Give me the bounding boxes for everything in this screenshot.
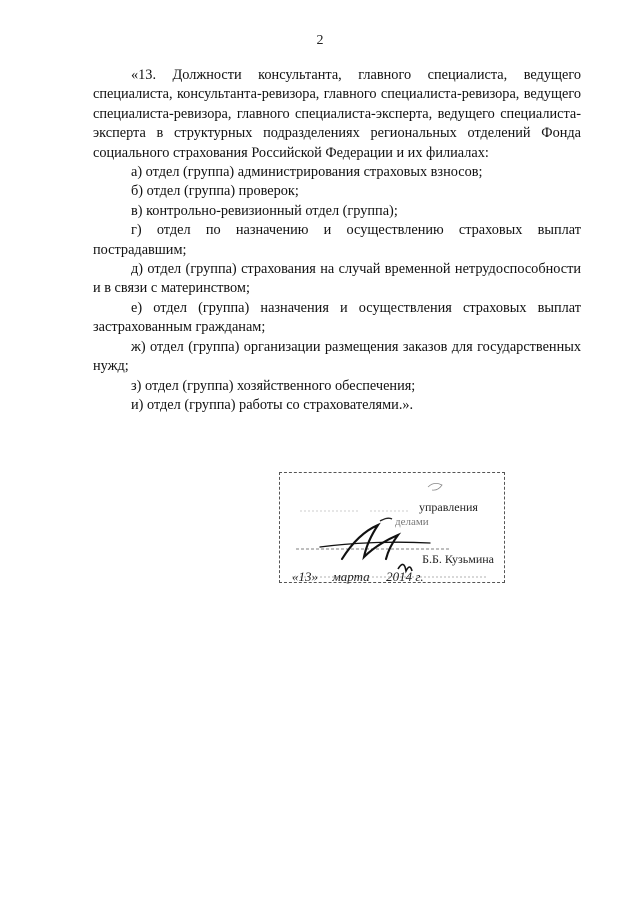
list-item-e: д) отдел (группа) страхования на случай временной нетрудоспособности и в связи с материнством; xyxy=(93,261,581,297)
list-item-i: и) отдел (группа) работы со страхователями.». xyxy=(131,396,414,413)
list-item-c: в) контрольно-ревизионный отдел (группа); xyxy=(131,202,398,219)
stamp-faded-text: делами xyxy=(395,516,429,528)
list-item-h: з) отдел (группа) хозяйственного обеспечения; xyxy=(131,377,416,394)
page-number: 2 xyxy=(316,33,324,48)
date-day: 13 xyxy=(298,569,312,584)
list-item-d: г) отдел по назначению и осуществлению страховых выплат пострадавшим; xyxy=(93,222,581,258)
date-suffix: г. xyxy=(415,569,424,584)
stamp-department-label: управления xyxy=(419,500,478,514)
list-item-f: е) отдел (группа) назначения и осуществления страховых выплат застрахованным гражданам; xyxy=(93,299,581,336)
stamp-artwork xyxy=(280,473,506,584)
document-body xyxy=(93,66,581,415)
stamp-date: «13» марта 2014 г. xyxy=(292,569,424,584)
list-item-g: ж) отдел (группа) организации размещения заказов для государственных нужд; xyxy=(93,338,581,375)
list-item-b: б) отдел (группа) проверок; xyxy=(131,183,299,200)
date-month: марта xyxy=(332,569,370,584)
certification-stamp xyxy=(279,472,505,583)
date-year-suffix: 4 xyxy=(405,569,413,584)
signer-name: Б.Б. Кузьмина xyxy=(422,552,494,566)
paragraph-13: «13. Должности консультанта, главного специалиста, ведущего специалиста, консультанта-ревизора, главного специалиста-ревизора, ведущего специалиста-ревизора, главного специалиста-эксперта, ведущего специалиста-эксперта в структурных подразделениях региональных отделений Фонда социального страхования Российской Федерации и их филиалах: xyxy=(93,67,581,161)
date-year-prefix: 201 xyxy=(386,569,406,584)
list-item-a: а) отдел (группа) администрирования страховых взносов; xyxy=(131,164,483,181)
